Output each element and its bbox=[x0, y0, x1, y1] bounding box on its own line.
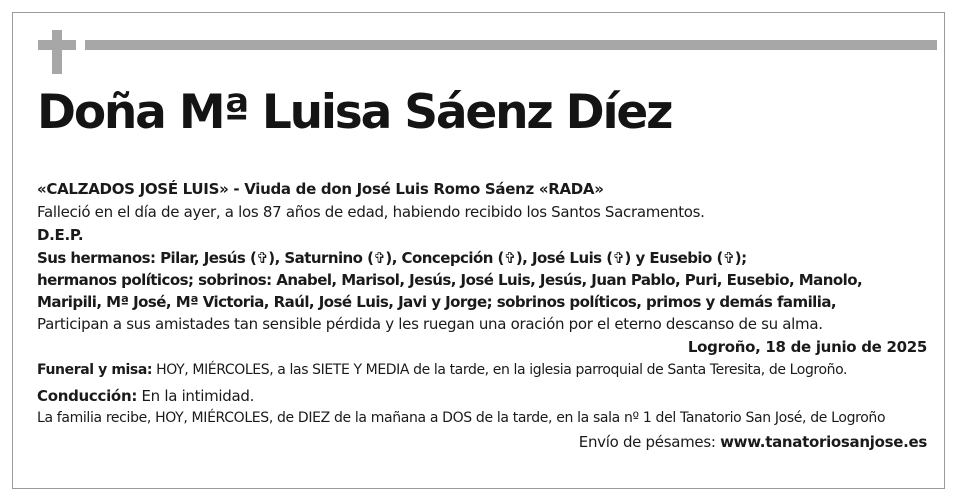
family-line-3: Maripili, Mª José, Mª Victoria, Raúl, José Luis, Javi y Jorge; sobrinos políticos, primos y demás familia, bbox=[37, 293, 837, 311]
business-line: «CALZADOS JOSÉ LUIS» - Viuda de don José Luis Romo Sáenz «RADA» bbox=[37, 180, 604, 198]
dep-line: D.E.P. bbox=[37, 226, 84, 244]
death-line: Falleció en el día de ayer, a los 87 años de edad, habiendo recibido los Santos Sacramentos. bbox=[37, 203, 705, 221]
funeral-label: Funeral y misa: bbox=[37, 362, 153, 378]
funeral-line bbox=[37, 359, 927, 382]
participan-line: Participan a sus amistades tan sensible pérdida y les ruegan una oración por el eterno descanso de su alma. bbox=[37, 315, 823, 333]
condolences-url[interactable]: www.tanatoriosanjose.es bbox=[720, 433, 927, 451]
funeral-text: HOY, MIÉRCOLES, a las SIETE Y MEDIA de la tarde, en la iglesia parroquial de Santa Teresita, de Logroño. bbox=[156, 362, 848, 378]
conduccion-text: En la intimidad. bbox=[141, 387, 255, 405]
obituary-body bbox=[37, 178, 927, 454]
familia-recibe-line: La familia recibe, HOY, MIÉRCOLES, de DIEZ de la mañana a DOS de la tarde, en la sala nº 1 del Tanatorio San José, de Logroño bbox=[37, 410, 886, 426]
family-line-2: hermanos políticos; sobrinos: Anabel, Marisol, Jesús, José Luis, Jesús, Juan Pablo, Puri, Eusebio, Manolo, bbox=[37, 271, 863, 289]
latin-cross-icon bbox=[38, 30, 76, 74]
obituary-card bbox=[12, 12, 945, 489]
conduccion-line bbox=[37, 385, 927, 408]
condolences-line bbox=[37, 431, 927, 454]
deceased-name: Doña Mª Luisa Sáenz Díez bbox=[37, 85, 672, 140]
family-line-1: Sus hermanos: Pilar, Jesús (✞), Saturnino (✞), Concepción (✞), José Luis (✞) y Eusebio (✞); bbox=[37, 249, 747, 267]
place-date: Logroño, 18 de junio de 2025 bbox=[687, 338, 927, 356]
header-rule bbox=[85, 40, 937, 50]
conduccion-label: Conducción: bbox=[37, 387, 138, 405]
condolences-label: Envío de pésames: bbox=[578, 433, 716, 451]
